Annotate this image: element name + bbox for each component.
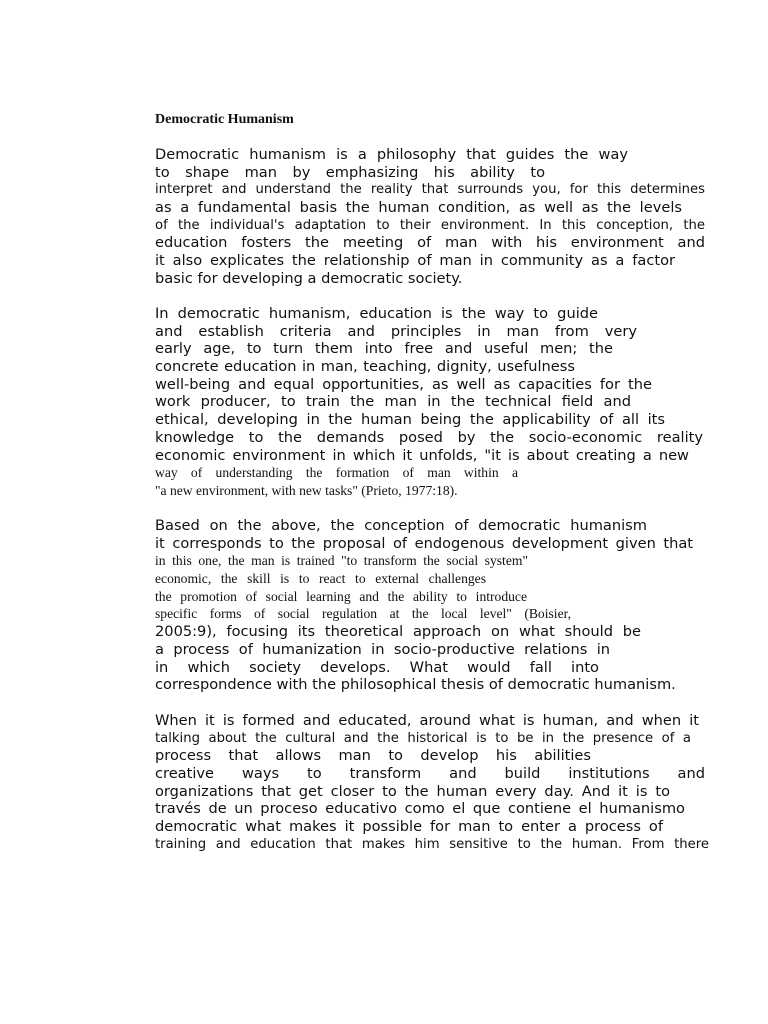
text-line: Based on the above, the conception of democratic humanism xyxy=(155,517,647,534)
text-line: creative ways to transform and build institutions and xyxy=(155,765,705,783)
text-line: knowledge to the demands posed by the socio-economic reality xyxy=(155,428,703,446)
text-line: "a new environment, with new tasks" (Prieto, 1977:18). xyxy=(155,482,458,498)
text-line: economic environment in which it unfolds, "it is about creating a new xyxy=(155,446,689,464)
text-line: economic, the skill is to react to external challenges xyxy=(155,571,486,587)
text-line: concrete education in man, teaching, dignity, usefulness xyxy=(155,358,575,376)
text-line: work producer, to train the man in the technical field and xyxy=(155,393,631,411)
text-line: 2005:9), focusing its theoretical approach on what should be xyxy=(155,623,641,641)
text-line: to shape man by emphasizing his ability to xyxy=(155,163,545,181)
text-line: training and education that makes him sensitive to the human. From there xyxy=(155,836,709,852)
text-line: When it is formed and educated, around what is human, and when it xyxy=(155,712,699,729)
text-line: process that allows man to develop his abilities xyxy=(155,747,591,765)
text-line: it corresponds to the proposal of endogenous development given that xyxy=(155,534,693,552)
text-line: través de un proceso educativo como el que contiene el humanismo xyxy=(155,800,685,818)
text-line: well-being and equal opportunities, as well as capacities for the xyxy=(155,375,652,393)
paragraph-4 xyxy=(155,712,709,854)
text-line: democratic what makes it possible for man to enter a process of xyxy=(155,818,663,836)
text-line: in which society develops. What would fall into xyxy=(155,658,599,676)
text-line: early age, to turn them into free and useful men; the xyxy=(155,340,613,358)
text-line: in this one, the man is trained "to transform the social system" xyxy=(155,553,528,569)
text-line: way of understanding the formation of man within a xyxy=(155,465,518,481)
document-title: Democratic Humanism xyxy=(155,112,294,127)
text-line: interpret and understand the reality that surrounds you, for this determines xyxy=(155,182,705,198)
text-line: correspondence with the philosophical thesis of democratic humanism. xyxy=(155,676,676,694)
text-line: of the individual's adaptation to their environment. In this conception, the xyxy=(155,217,705,233)
paragraph-3 xyxy=(155,517,705,694)
text-line: a process of humanization in socio-productive relations in xyxy=(155,640,610,658)
paragraph-1 xyxy=(155,146,705,288)
text-line: talking about the cultural and the historical is to be in the presence of a xyxy=(155,730,691,746)
text-line: the promotion of social learning and the ability to introduce xyxy=(155,588,527,604)
text-line: organizations that get closer to the human every day. And it is to xyxy=(155,782,670,800)
text-line: ethical, developing in the human being the applicability of all its xyxy=(155,411,665,429)
text-line: In democratic humanism, education is the way to guide xyxy=(155,305,598,322)
text-line: education fosters the meeting of man with his environment and xyxy=(155,234,705,252)
text-line: as a fundamental basis the human condition, as well as the levels xyxy=(155,199,682,217)
paragraph-2 xyxy=(155,305,705,500)
text-line: Democratic humanism is a philosophy that guides the way xyxy=(155,146,628,163)
text-line: it also explicates the relationship of man in community as a factor xyxy=(155,252,675,270)
text-line: and establish criteria and principles in man from very xyxy=(155,322,637,340)
text-line: specific forms of social regulation at the local level" (Boisier, xyxy=(155,606,571,622)
text-line: basic for developing a democratic society. xyxy=(155,269,463,287)
